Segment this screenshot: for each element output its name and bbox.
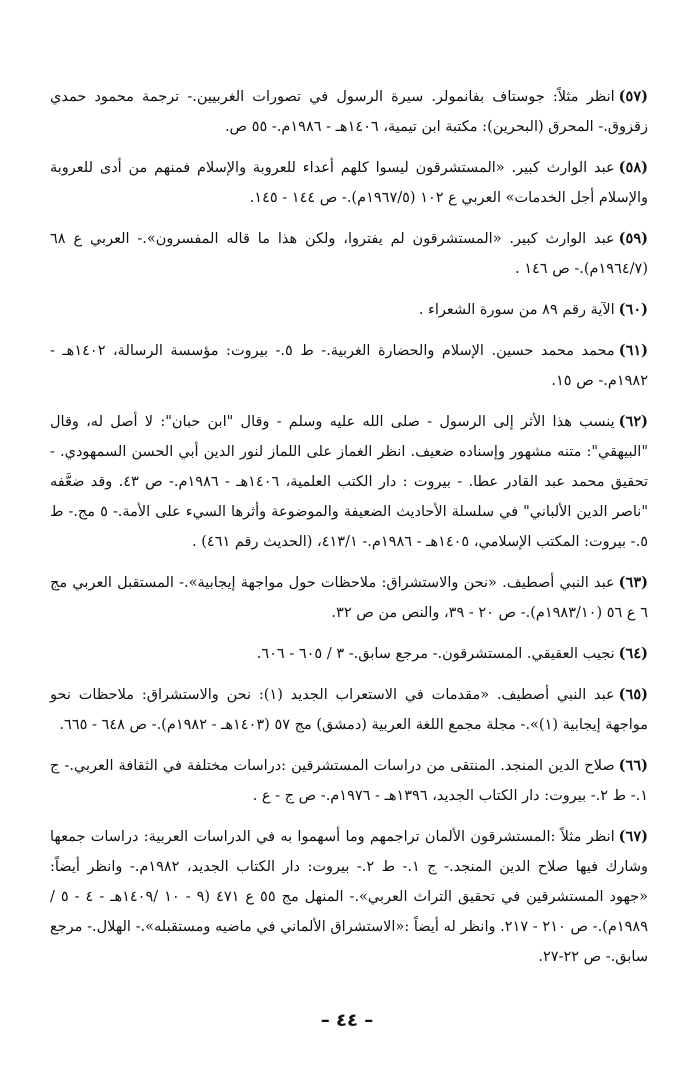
page-number: – ٤٤ – bbox=[320, 1010, 374, 1031]
footnote bbox=[50, 224, 648, 284]
footnote-text: انظر مثلاً :المستشرقون الألمان تراجمهم وما أسهموا به في الدراسات العربية: دراسات جمعها وشارك فيها صلاح الدين المنجد.- ج ١.- ط ٢.- بيروت: دار الكتاب الجديد، ١٩٨٢م.- وانظر أيضاً: «جهود المستشرقين في تحقيق التراث العربي».- المنهل مج ٥٥ ع ٤٧١ (٩ - ١٠ /١٤٠٩هـ - ٤ - ٥ /١٩٨٩م).- ص ٢١٠ - ٢١٧. وانظر له أيضاً :«الاستشراق الألماني في ماضيه ومستقبله».- الهلال.- مرجع سابق.- ص ٢٢-٢٧. bbox=[50, 829, 649, 965]
footnote-number: (٦٧) bbox=[618, 828, 648, 845]
footnote-text: الآية رقم ٨٩ من سورة الشعراء . bbox=[418, 302, 615, 318]
footnote bbox=[50, 751, 648, 811]
footnote-number: (٦٤) bbox=[618, 645, 648, 662]
footnote bbox=[50, 639, 648, 669]
footnote-text: عبد النبي أصطيف. «مقدمات في الاستعراب الجديد (١): نحن والاستشراق: ملاحظات نحو مواجهة إيجابية (١)».- مجلة مجمع اللغة العربية (دمشق) مج ٥٧ (١٤٠٣هـ - ١٩٨٢م).- ص ٦٤٨ - ٦٦٥. bbox=[50, 687, 648, 733]
footnote-text: نجيب العقيقي. المستشرقون.- مرجع سابق.- ٣ / ٦٠٥ - ٦٠٦. bbox=[256, 646, 615, 662]
footnote-number: (٥٨) bbox=[618, 159, 648, 176]
footnote-number: (٦١) bbox=[618, 342, 649, 359]
footnote-number: (٦٥) bbox=[618, 686, 648, 703]
footnote-number: (٦٠) bbox=[618, 301, 648, 318]
footnote bbox=[50, 407, 648, 557]
footnote-text: ينسب هذا الأثر إلى الرسول - صلى الله عليه وسلم - وقال "ابن حبان": لا أصل له، وقال "البيهقي": متنه مشهور وإسناده ضعيف. انظر الغماز على اللماز لنور الدين أبي الحسن السمهودي. - تحقيق محمد عبد القادر عطا. - بيروت : دار الكتب العلمية، ١٤٠٦هـ - ١٩٨٦م.- ص ٤٣. وقد ضعَّفه "ناصر الدين الألباني" في سلسلة الأحاديث الضعيفة والموضوعة وأثرها السيء على الأمة.- ٥ مج.- ط ٥.- بيروت: المكتب الإسلامي، ١٤٠٥هـ - ١٩٨٦م.- ٤١٣/١، (الحديث رقم ٤٦١) . bbox=[50, 414, 649, 550]
footnote bbox=[50, 82, 648, 142]
footnote-text: عبد الوارث كبير. «المستشرقون ليسوا كلهم أعداء للعروبة والإسلام فمنهم من أدى للعروبة والإسلام أجل الخدمات» العربي ع ١٠٢ (١٩٦٧/٥م).- ص ١٤٤ - ١٤٥. bbox=[50, 160, 648, 206]
footnote-number: (٦٣) bbox=[618, 574, 648, 591]
footnote bbox=[50, 568, 648, 628]
footnote bbox=[50, 822, 648, 972]
footnote-number: (٥٩) bbox=[618, 230, 648, 247]
footnote-text: عبد النبي أصطيف. «نحن والاستشراق: ملاحظات حول مواجهة إيجابية».- المستقبل العربي مج ٦ ع ٥٦ (١٩٨٣/١٠م).- ص ٢٠ - ٣٩، والنص من ص ٣٢. bbox=[50, 575, 648, 621]
footnote-text: عبد الوارث كبير. «المستشرقون لم يفتروا، ولكن هذا ما قاله المفسرون».- العربي ع ٦٨ (١٩٦٤/٧م).- ص ١٤٦ . bbox=[50, 231, 648, 277]
footnote-text: محمد محمد حسين. الإسلام والحضارة الغربية.- ط ٥.- بيروت: مؤسسة الرسالة، ١٤٠٢هـ - ١٩٨٢م.- ص ١٥. bbox=[50, 343, 648, 389]
footnote-text: انظر مثلاً: جوستاف بفانمولر. سيرة الرسول في تصورات الغربيين.- ترجمة محمود حمدي زقزوق.- المحرق (البحرين): مكتبة ابن تيمية، ١٤٠٦هـ - ١٩٨٦م.- ٥٥ ص. bbox=[50, 89, 648, 135]
footnotes-list bbox=[50, 82, 648, 972]
footnote bbox=[50, 680, 648, 740]
footnote-number: (٦٦) bbox=[618, 757, 648, 774]
footnote bbox=[50, 153, 648, 213]
footnote-number: (٥٧) bbox=[618, 88, 648, 105]
footnote bbox=[50, 295, 648, 325]
footnote-text: صلاح الدين المنجد. المنتقى من دراسات المستشرقين :دراسات مختلفة في الثقافة العربي.- ج ١.- ط ٢.- بيروت: دار الكتاب الجديد، ١٣٩٦هـ - ١٩٧٦م.- ص ج - ع . bbox=[50, 758, 648, 804]
footnote bbox=[50, 336, 648, 396]
footnote-number: (٦٢) bbox=[618, 413, 648, 430]
